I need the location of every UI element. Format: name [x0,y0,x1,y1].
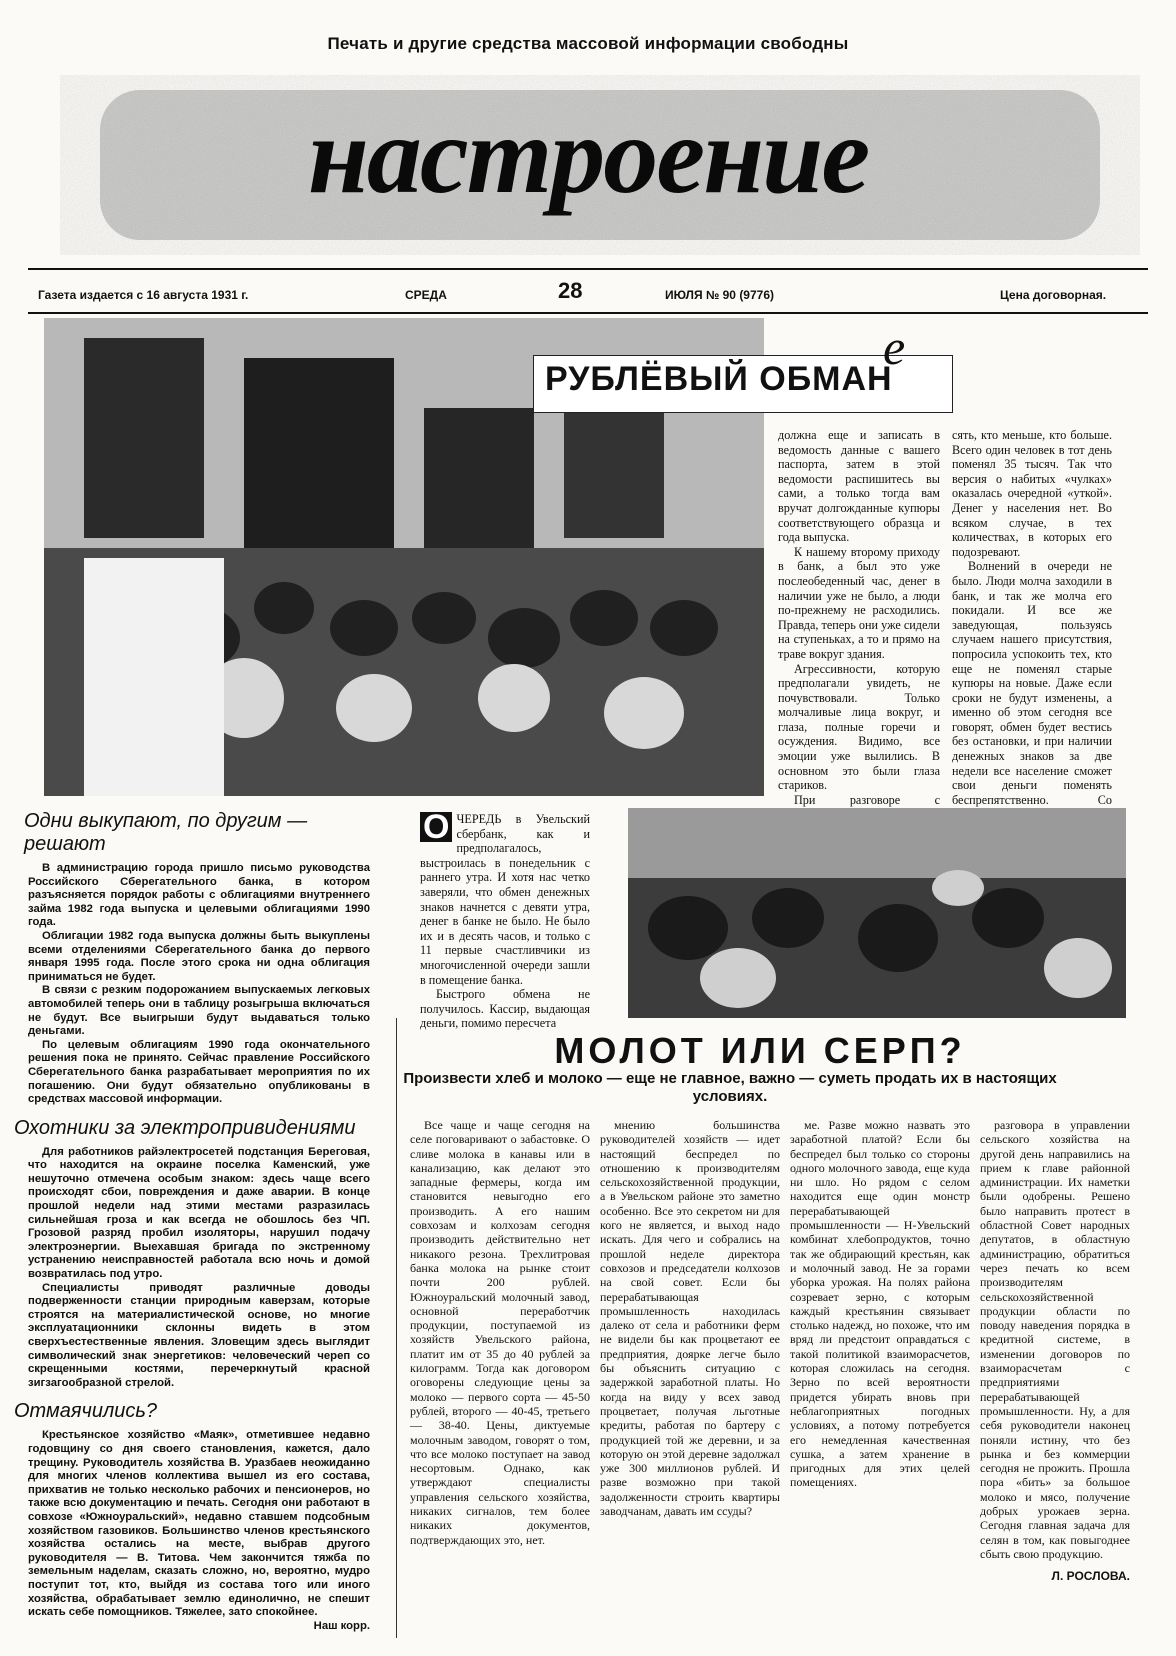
masthead-slogan: Печать и другие средства массовой информации свободны [327,34,849,53]
strip-rule [28,312,1148,314]
brief-1-p2: Облигации 1982 года выпуска должны быть выкуплены всеми отделениями Сберегательного банка до первого января 1995 года. После этого срока ни одна облигация приниматься не будет. [28,929,370,983]
brief-2 [28,1146,370,1391]
feature-col3-text: ме. Разве можно назвать это заработной платой? Если бы беспредел был только со стороны одного молочного завода, еще куда ни шло. Но рядом с селом находится еще один монстр перерабатывающей промышленности — Н-Увельский комбинат хлебопродуктов, точно так же обдирающий крестьян, как и молочный завод. Не за горами уборка урожая. На полях района созревает зерно, с которым каждый крестьянин связывает столько надежд, но похоже, что им вряд ли предстоит оправдаться с такой политикой взаиморасчетов, которая сложилась на сегодня. Зерно по всей вероятности придется убирать вновь при неблагоприятных погодных условиях, а потому потребуется его немедленная качественная сушка, а затем хранение в пригодных для этих целей помещениях. [790,1118,970,1490]
brief-heading-1: Одни выкупают, по другим — решают [24,810,308,855]
brief-heading-2: Охотники за электропривидениями [14,1116,356,1139]
feature-author: Л. РОСЛОВА. [1051,1569,1130,1584]
handwritten-correction: е [883,319,906,375]
feature-deck: Произвести хлеб и молоко — еще не главное, важно — суметь продать их в настоящих условиях. [403,1070,1057,1105]
feature-col2-text: мнению большинства руководителей хозяйств — идет настоящий беспредел по отношению к производителям сельскохозяйственной продукции, а в Увельском районе это заметно особенно. Все это секретом ни для кого не является, и выход надо искать. Для чего и собрались на прошлой неделе директора совхозов и председатели колхозов на свой совет. Если бы перерабатывающая промышленность находилась далеко от села и работники ферм не видели бы как процветают ее предприятия, доярке легче было бы объяснить ситуацию с задержкой заработной платы. Но когда на виду у всех завод процветает, получая льготные кредиты, работая по бартеру с продукцией той же деревни, и за которую он этой деревне задолжал уже 300 миллионов рублей. И разве возможно при такой задолженности строить квартиры заводчанам, давать им ссуды? [600,1118,780,1519]
lead-col1-p1: должна еще и записать в ведомость данные с вашего паспорта, затем в этой ведомости распишитесь вы сами, а только тогда вам вручат долгожданные купюры соответствующего образца и года выпуска. [778,428,940,545]
feature-column-4 [980,1118,1130,1584]
weekday: СРЕДА [405,288,447,302]
brief-1-p4: По целевым облигациям 1990 года окончательного решения пока не принято. Сейчас правление Российского Сберегательного банка разрабатывает мероприятия по их погашению. Они будут обязательно опубликованы в средствах массовой информации. [28,1038,370,1106]
feature-column-3 [790,1118,970,1490]
lead-headline: РУБЛЁВЫЙ ОБМАН [545,360,893,398]
lead-intro-text: ЧЕРЕДЬ в Увельский сбербанк, как и предполагалось, выстроилась в понедельник с раннего утра. И хотя нас четко заверяли, что обмен денежных знаков начнется с девяти утра, денег в банке не было. Не было их и в десять часов, и только с 11 первые счастливчики из многочисленной очереди зашли в помещение банка. [420,812,590,987]
column-divider [396,1018,397,1638]
lead-intro [420,808,590,1031]
price-note: Цена договорная. [1000,288,1107,302]
feature-column-2 [600,1118,780,1518]
brief-2-p1: Для работников райэлектросетей подстанция Береговая, что находится на окраине поселка Каменский, уже нешуточно отмечена особым знаком: здесь чаще всего происходят сбои, повреждения и даже аварии. В конце прошлой недели над этими местами разразилась сильнейшая гроза и как всегда не обошлось без ЧП. Грозовой разряд пробил изоляторы, нарушил подачу электроэнергии. Выехавшая бригада по экстренному устранению неисправностей работала всю ночь и домой возвратилась под утро. [28,1145,370,1281]
day-number: 28 [558,278,583,303]
issue-number: ИЮЛЯ № 90 (9776) [665,288,775,302]
newspaper-title: настроение [307,94,869,216]
lead-col2-p1: сять, кто меньше, кто больше. Всего один человек в тот день поменял 35 тысяч. Так что версия о набитых «чулках» оказалась очередной «уткой». Денег у населения нет. Во всяком случае, в тех количествах, в которых его подозревают. [952,428,1112,559]
feature-headline: МОЛОТ ИЛИ СЕРП? [554,1030,966,1071]
masthead-rule [28,268,1148,270]
brief-1-p3: В связи с резким подорожанием выпускаемых легковых автомобилей теперь они в таблицу розыгрыша включаться не будут. Все выигрыши будут выдаваться только деньгами. [28,984,370,1038]
brief-3 [28,1429,370,1633]
brief-heading-3: Отмаячились? [14,1400,158,1423]
brief-2-p2: Специалисты приводят различные доводы подверженности станции природным каверзам, которые строятся на материалистической основе, но многие эксплуатационники склонны видеть в этом сверхъестественные явления. Зловещим здесь выглядит символический знак энергетиков: человеческий череп со скрещенными костями, перечеркнутый красной зигзагообразной стрелой. [28,1281,370,1389]
lead-col1-p2: К нашему второму приходу в банк, а был это уже послеобеденный час, денег в наличии уже не было, а люди по-прежнему не расходились. Правда, теперь они уже сидели на ступеньках, а то и прямо на траве вокруг здания. [778,544,940,661]
brief-1-p1: В администрацию города пришло письмо руководства Российского Сберегательного банка, в котором разъясняется порядок работы с облигациями внутреннего займа 1982 года выпуска и целевыми облигациями 1990 года. [28,862,370,929]
bank-interior-photo [628,808,1126,1018]
drop-cap: О [420,812,452,842]
lead-intro-2: Быстрого обмена не получилось. Кассир, выдающая деньги, помимо пересчета [420,987,590,1031]
founded-note: Газета издается с 16 августа 1931 г. [38,288,249,302]
brief-3-signature: Наш корр. [313,1619,370,1632]
feature-col4-text: разговора в управлении сельского хозяйства на другой день направились на прием к главе районной администрации. Их наметки были одобрены. Решено было направить протест в областной Совет народных депутатов, в областную администрацию, обратиться через печать ко всем производителям сельскохозяйственной продукции области по поводу наведения порядка в кредитной системе, в изменении договоров по взаиморасчетам с предприятиями перерабатывающей промышленности. Ну, а для себя руководители наконец поняли истину, что без рынка и без коммерции сегодня не прожить. Прошла пора «бить» за большое молоко и мясо, получение добрых урожаев зерна. Сегодня главная задача для селян в том, как повыгоднее сбыть свою продукцию. [980,1118,1130,1561]
brief-1 [28,862,370,1107]
lead-col1-p3: Агрессивности, которую предполагали увидеть, не почувствовали. Только молчаливые лица вокруг, и глаза, полные горечи и осуждения. Видимо, все эмоции уже вылились. В основном это были глаза стариков. [778,661,940,793]
lead-col1-p4: При разговоре с [794,792,940,807]
feature-col1-text: Все чаще и чаще сегодня на селе поговаривают о забастовке. О сливе молока в канавы или в канализацию, как делают это западные фермеры, когда им становится невыгодно его производить. А его нашим совхозам и колхозам сегодня производить действительно нет никакого резона. Трехлитровая банка молока на рынке стоит почти 200 рублей. Южноуральский молочный завод, основной переработчик продукции, поступаемой из хозяйств Увельского района, платит им от 35 до 40 рублей за килограмм. Тогда как договором оговорены следующие цены за молоко — первого сорта — 45-50 рублей, второго — 40-45, третьего — 38-40. Цены, диктуемые молочным заводом, говорят о том, что все молоко поступает на завод несортовым. Однако, как утверждают специалисты управления сельского хозяйства, никаких сигналов, тем более никаких документов, подтверждающих это, нет. [410,1118,590,1547]
brief-3-p1: Крестьянское хозяйство «Маяк», отметившее недавно годовщину со дня своего становления, кажется, дало трещину. Руководитель хозяйства В. Уразбаев неожиданно для многих членов коллектива вышел из его состава, прихватив не только несколько рабочих и пенсионеров, но также всю документацию и печать. Сегодня они работают в совхозе «Южноуральский», недавно ставшем подсобным хозяйством газовиков. Большинство членов крестьянского хозяйства остались на месте, выбрав другого руководителя — В. Титова. Чем закончится тяжба по земельным наделам, сказать сложно, но, вероятно, мудро поступит тот, кто, выйдя из состава того или иного хозяйства, обрабатывает землю единолично, не спешит искать себе помощников. Тяжелее, зато спокойнее. [28,1429,370,1619]
news-briefs [14,810,384,1633]
lead-col2-p2: Волнений в очереди не было. Люди молча заходили в банк, и так же молча его покидали. И все же заведующая, пользуясь случаем нашего присутствия, попросила успокоить тех, кто еще не поменял старые купюры на новые. Даже если сроки не будут изменены, а именно об этом сегодня все говорят, обмен будет вестись без остановки, и при наличии денежных знаков за две недели все население сможет свои деньги поменять беспрепятственно. Со [952,559,1112,807]
feature-column-1 [410,1118,590,1547]
